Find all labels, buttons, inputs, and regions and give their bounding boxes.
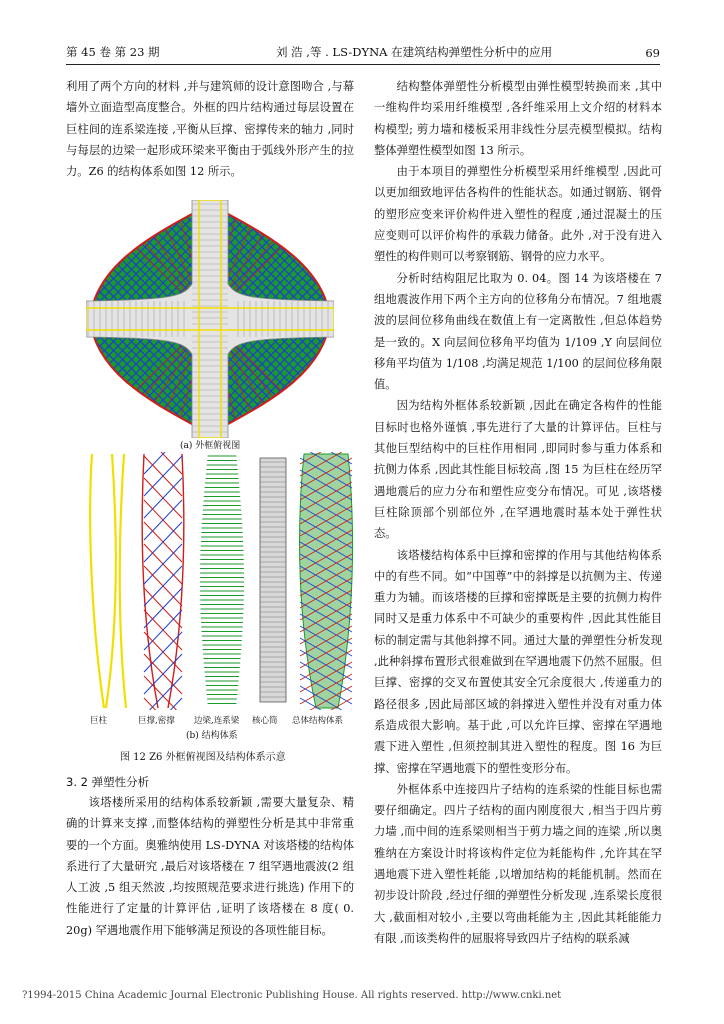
left-column-bottom [66,792,354,941]
paragraph: 因为结构外框体系较新颖 ,因此在确定各构件的性能目标时也格外谨慎 ,事先进行了大量的计算评估。巨柱与其他巨型结构中的巨柱作用相同 ,即同时参与重力体系和抗侧力体系 ,因此其性能目标较高 ,图 15 为巨柱在经历罕遇地震后的应力分布和塑性应变分布情况。可见 ,该塔楼巨柱除顶部个别部位外 ,在罕遇地震时基本处于弹性状态。 [374,399,662,541]
figure-12a-caption: (a) 外框俯视图 [180,441,241,451]
left-column-top [66,76,354,182]
right-column [374,76,662,949]
drawing-line [144,676,182,710]
paragraph: 外框体系中连接四片子结构的连系梁的性能目标也需要仔细确定。四片子结构的面内刚度很大 ,相当于四片剪力墙 ,而中间的连系梁则相当于剪力墙之间的连梁 ,所以奥雅纳在方案设计时将该构件定位为耗能构件 ,允许其在罕遇地震下进入塑性耗能 ,以增加结构的耗能机制。然而在初步设计阶段 ,经过仔细的弹塑性分析发现 ,连系梁长度很大 ,截面相对较小 ,主要以弯曲耗能为主 ,因此其耗能能力有限 ,而该类构件的屈服将导致四片子结构的联系减 [374,782,662,945]
overall-panel [300,452,353,710]
label-braces: 巨撑,密撑 [138,716,175,726]
drawing-line [144,676,182,710]
paragraph: 利用了两个方向的材料 ,并与建筑师的设计意图吻合 ,与幕墙外立面造型高度整合。外框的四片结构通过每层设置在巨柱间的连系梁连接 ,平衡从巨撑、密撑传来的轴力 ,同时与每层的边梁一起形成环梁来平衡由于弧线外形产生的拉力。Z6 的结构体系如图 12 所示。 [66,80,354,179]
braces-panel [142,452,184,710]
running-header [66,40,660,60]
paragraph: 由于本项目的弹塑性分析模型采用纤维模型 ,因此可以更加细致地评估各构件的性能状态。如通过钢筋、钢骨的塑形应变来评价构件进入塑性的程度 ,通过混凝土的压应变则可以评价构件的承载力储备。此外 ,对于没有进入塑性的构件则可以考察钢筋、钢骨的应力水平。 [374,165,662,264]
beams-panel [200,456,244,704]
section-title: 3. 2 弹塑性分析 [66,775,150,789]
paragraph: 结构整体弹塑性分析模型由弹性模型转换而来 ,其中一维构件均采用纤维模型 ,各纤维采用上文介绍的材料本构模型; 剪力墙和楼板采用非线性分层壳模型模拟。结构整体弹塑性模型如图 13 所示。 [374,80,662,157]
paragraph: 该塔楼结构体系中巨撑和密撑的作用与其他结构体系中的有些不同。如“中国尊”中的斜撑是以抗侧为主、传递重力为辅。而该塔楼的巨撑和密撑既是主要的抗侧力构件同时又是重力体系中不可缺少的重要构件 ,因此其性能目标的制定需与其他斜撑不同。通过大量的弹塑性分析发现 ,此种斜撑布置形式很难做到在罕遇地震下仍然不屈服。但巨撑、密撑的交叉布置使其安全冗余度很大 ,传递重力的路径很多 ,因此局部区域的斜撑进入塑性并没有对重力体系造成很大影响。基于此 ,可以允许巨撑、密撑在罕遇地震下进入塑性 ,但须控制其进入塑性的程度。图 16 为巨撑、密撑在罕遇地震下的塑性变形分布。 [374,548,662,775]
label-core: 核心筒 [252,716,278,726]
drawing-line [144,452,182,474]
top-view-drawing [86,200,334,438]
copyright-footer: ?1994-2015 China Academic Journal Electronic Publishing House. All rights reserved. http://www.cnki.net [22,990,562,1001]
running-title: 刘 浩 ,等 . LS-DYNA 在建筑结构弹塑性分析中的应用 [276,45,553,59]
figure-12b-structural-system [86,452,356,710]
figure-12b-caption: (b) 结构体系 [186,731,238,741]
label-overall: 总体结构体系 [292,716,344,726]
structural-system-drawing [86,452,356,710]
label-beams: 边梁,连系梁 [194,716,240,726]
figure-12a-top-view [86,200,334,438]
figure-12-caption: 图 12 Z6 外框俯视图及结构体系示意 [120,752,286,763]
label-mega-columns: 巨柱 [90,716,108,726]
drawing-line [144,452,182,474]
header-rule [66,64,660,65]
page-number: 69 [645,46,660,60]
paragraph: 该塔楼所采用的结构体系较新颖 ,需要大量复杂、精确的计算来支撑 ,而整体结构的弹塑性分析是其中非常重要的一个方面。奥雅纳使用 LS-DYNA 对该塔楼的结构体系进行了大量研究 ,最后对该塔楼在 7 组罕遇地震波(2 组人工波 ,5 组天然波 ,均按照规范要求进行挑选) 作用下的性能进行了定量的计算评估 ,证明了该塔楼在 8 度( 0. 20g) 罕遇地震作用下能够满足预设的各项性能目标。 [66,796,354,937]
core-panel [260,458,286,702]
mega-columns-panel [90,454,126,708]
paragraph: 分析时结构阻尼比取为 0. 04。图 14 为该塔楼在 7 组地震波作用下两个主方向的位移角分布情况。7 组地震波的层间位移角曲线在数值上有一定离散性 ,但总体趋势是一致的。X 向层间位移角平均值为 1/109 ,Y 向层间位移角平均值为 1/108 ,均满足规范 1/100 的层间位移角限值。 [374,271,662,392]
journal-volume: 第 45 卷 第 23 期 [66,45,160,59]
